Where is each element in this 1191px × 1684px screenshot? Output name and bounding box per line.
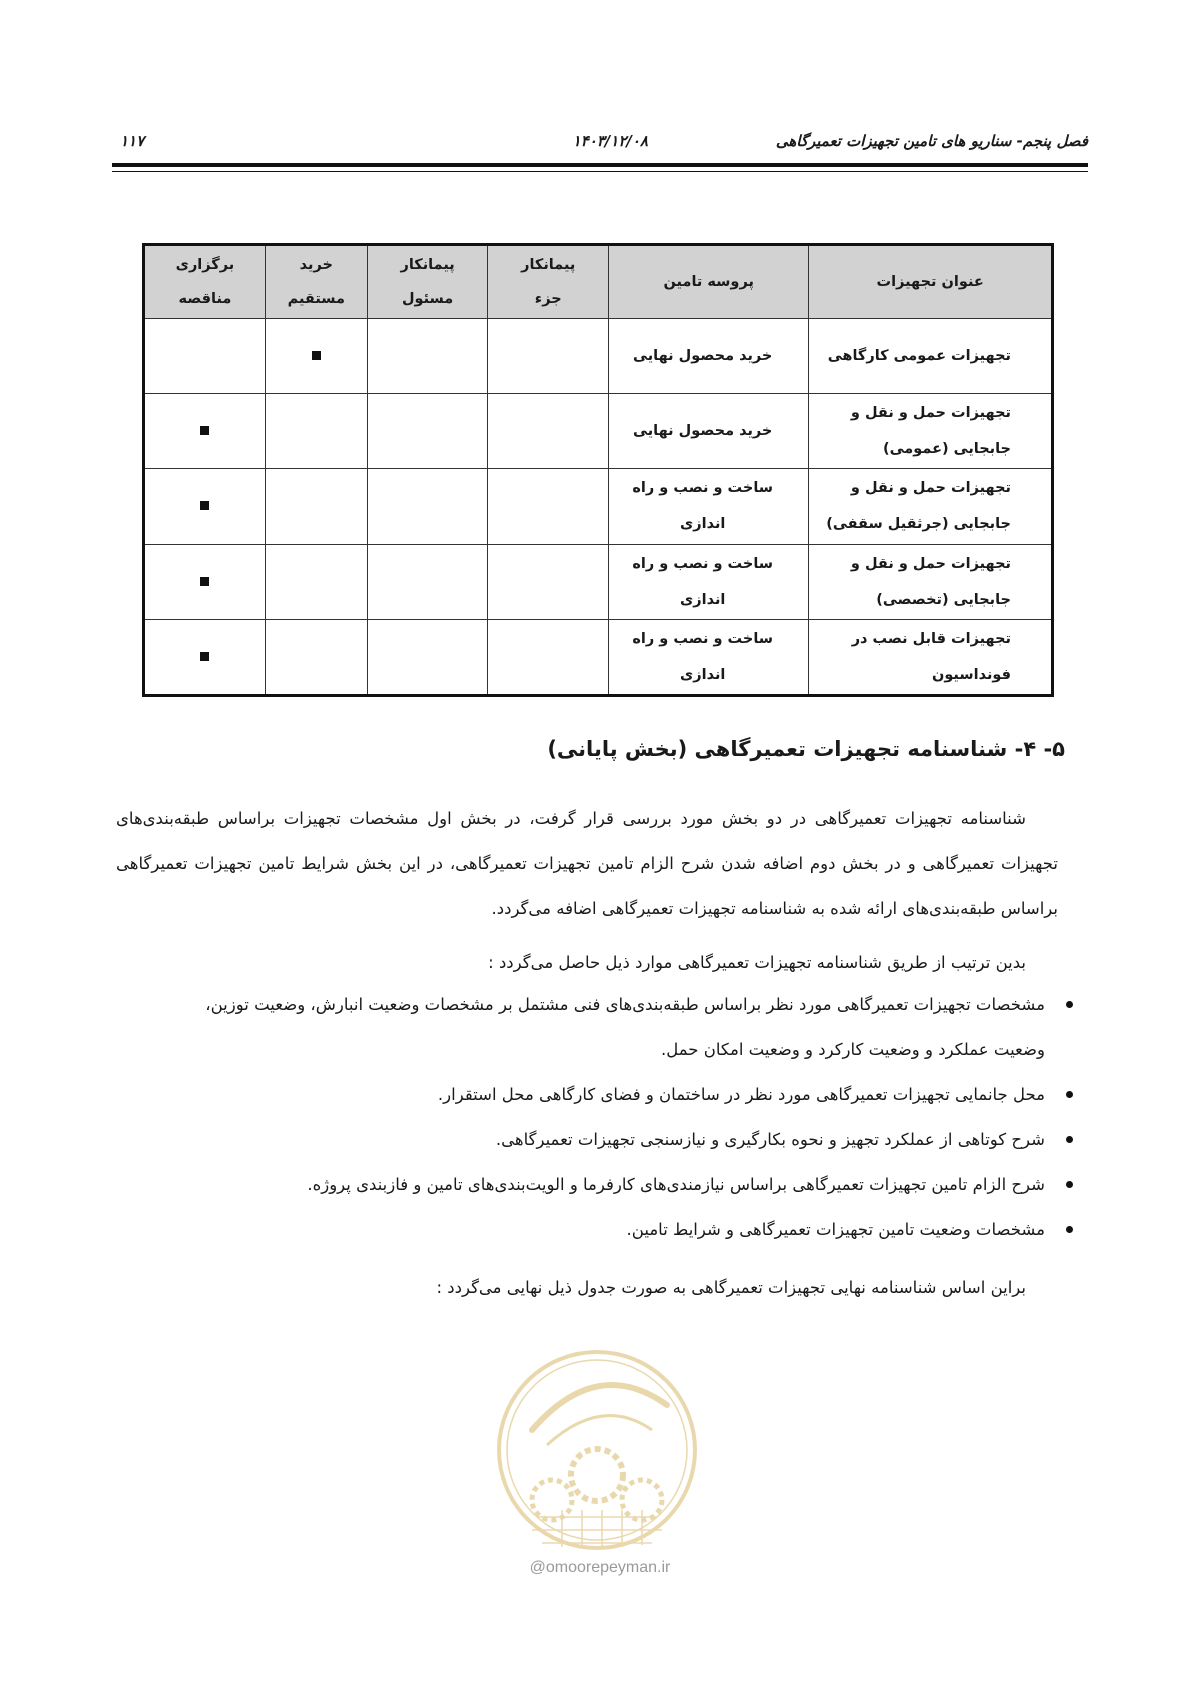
tender-cell: [144, 469, 266, 544]
header-sub-contractor: پیمانکار جزء: [488, 245, 609, 319]
table-row: [144, 394, 1053, 469]
check-mark-icon: [200, 501, 209, 510]
responsible-contractor-cell: [367, 619, 488, 695]
responsible-contractor-cell: [367, 469, 488, 544]
paragraph-lead-in: بدین ترتیب از طریق شناسنامه تجهیزات تعمیرگاهی موارد ذیل حاصل می‌گردد :: [488, 953, 1026, 972]
equipment-name: تجهیزات حمل و نقل و جابجایی (جرثقیل سقفی): [809, 469, 1053, 544]
list-item: شرح کوتاهی از عملکرد تجهیز و نحوه بکارگیری و نیازسنجی تجهیزات تعمیرگاهی.: [159, 1117, 1079, 1162]
supply-process: خرید محصول نهایی: [609, 319, 809, 394]
equipment-name: تجهیزات حمل و نقل و جابجایی (تخصصی): [809, 544, 1053, 619]
supply-process: ساخت و نصب و راه اندازی: [609, 544, 809, 619]
equipment-name: تجهیزات عمومی کارگاهی: [809, 319, 1053, 394]
paragraph-closing: براین اساس شناسنامه نهایی تجهیزات تعمیرگاهی به صورت جدول ذیل نهایی می‌گردد :: [436, 1278, 1026, 1297]
check-mark-icon: [200, 652, 209, 661]
sub-contractor-cell: [488, 619, 609, 695]
header-rule-thick: [112, 163, 1088, 167]
check-mark-icon: [312, 351, 321, 360]
chapter-title: فصل پنجم- سناریو های تامین تجهیزات تعمیرگاهی: [775, 132, 1088, 150]
supply-process: ساخت و نصب و راه اندازی: [609, 619, 809, 695]
equipment-supply-table: [142, 243, 1054, 697]
list-item: مشخصات وضعیت تامین تجهیزات تعمیرگاهی و شرایط تامین.: [159, 1207, 1079, 1252]
header-direct-purchase: خرید مستقیم: [265, 245, 367, 319]
tender-cell: [144, 619, 266, 695]
tender-cell: [144, 544, 266, 619]
table-header-row: [144, 245, 1053, 319]
page-header: [112, 128, 1088, 156]
responsible-contractor-cell: [367, 544, 488, 619]
equipment-name: تجهیزات حمل و نقل و جابجایی (عمومی): [809, 394, 1053, 469]
supply-process: ساخت و نصب و راه اندازی: [609, 469, 809, 544]
header-equipment-title: عنوان تجهیزات: [809, 245, 1053, 319]
supply-process: خرید محصول نهایی: [609, 394, 809, 469]
direct-purchase-cell: [265, 469, 367, 544]
sub-contractor-cell: [488, 469, 609, 544]
list-item: محل جانمایی تجهیزات تعمیرگاهی مورد نظر در ساختمان و فضای کارگاهی محل استقرار.: [159, 1072, 1079, 1117]
sub-contractor-cell: [488, 544, 609, 619]
header-tender: برگزاری مناقصه: [144, 245, 266, 319]
table-row: [144, 619, 1053, 695]
table-row: [144, 319, 1053, 394]
watermark-url: @omoorepeyman.ir: [529, 1559, 671, 1576]
sub-contractor-cell: [488, 394, 609, 469]
list-item: مشخصات تجهیزات تعمیرگاهی مورد نظر براساس طبقه‌بندی‌های فنی مشتمل بر مشخصات وضعیت انبارش، وضعیت توزین، وضعیت عملکرد و وضعیت کارکرد و وضعیت امکان حمل.: [159, 982, 1079, 1072]
tender-cell: [144, 394, 266, 469]
paragraph-intro: شناسنامه تجهیزات تعمیرگاهی در دو بخش مورد بررسی قرار گرفت، در بخش اول مشخصات تجهیزات براساس طبقه‌بندی‌های تجهیزات تعمیرگاهی و در بخش دوم اضافه شدن شرح الزام تامین تجهیزات تعمیرگاهی، در این بخش شرایط تامین تجهیزات تعمیرگاهی براساس طبقه‌بندی‌های ارائه شده به شناسنامه تجهیزات تعمیرگاهی اضافه می‌گردد.: [116, 809, 1058, 918]
check-mark-icon: [200, 577, 209, 586]
page-number: ۱۱۷: [120, 132, 145, 150]
tender-cell: [144, 319, 266, 394]
direct-purchase-cell: [265, 619, 367, 695]
table-row: [144, 544, 1053, 619]
check-mark-icon: [200, 426, 209, 435]
equipment-name: تجهیزات قابل نصب در فونداسیون: [809, 619, 1053, 695]
section-heading: ۵- ۴- شناسنامه تجهیزات تعمیرگاهی (بخش پایانی): [547, 737, 1065, 761]
direct-purchase-cell: [265, 394, 367, 469]
header-responsible-contractor: پیمانکار مسئول: [367, 245, 488, 319]
list-item: شرح الزام تامین تجهیزات تعمیرگاهی براساس نیازمندی‌های کارفرما و الویت‌بندی‌های تامین و فازبندی پروژه.: [159, 1162, 1079, 1207]
table-row: [144, 469, 1053, 544]
header-date: ۱۴۰۳/۱۲/۰۸: [572, 132, 648, 150]
outcome-list: [159, 982, 1079, 1252]
responsible-contractor-cell: [367, 319, 488, 394]
direct-purchase-cell: [265, 544, 367, 619]
sub-contractor-cell: [488, 319, 609, 394]
direct-purchase-cell: [265, 319, 367, 394]
header-rule-thin: [112, 171, 1088, 172]
responsible-contractor-cell: [367, 394, 488, 469]
header-process: پروسه تامین: [609, 245, 809, 319]
